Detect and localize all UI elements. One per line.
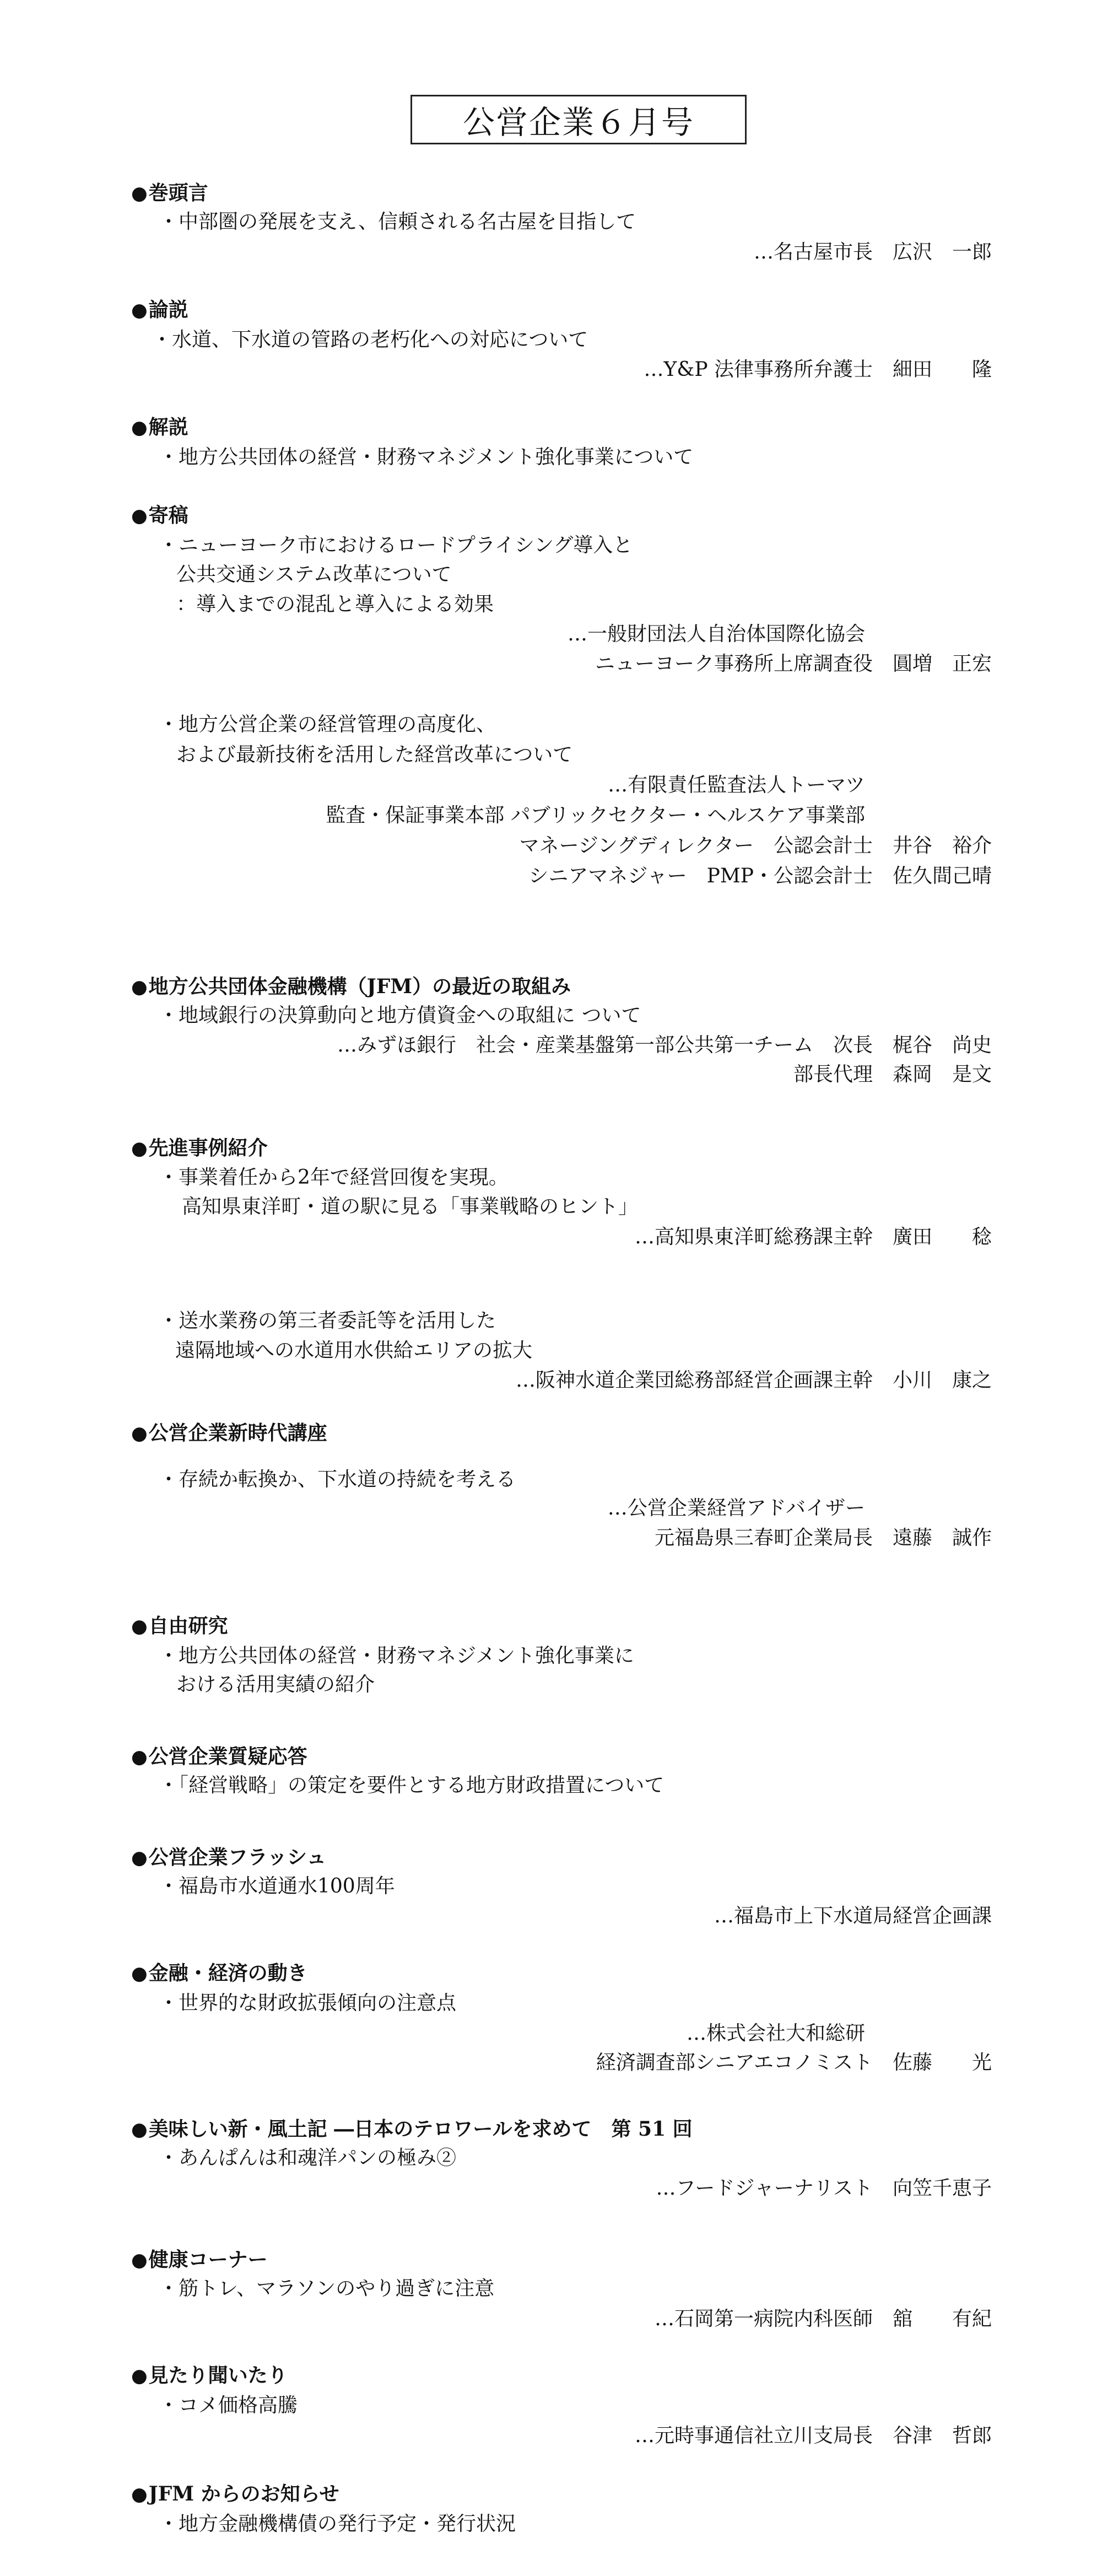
article-author-org: …有限責任監査法人トーマツ — [608, 774, 865, 796]
article-author: シニアマネジャー PMP・公認会計士 佐久間己晴 — [528, 865, 992, 887]
heading-text: 健康コーナー — [148, 2248, 268, 2271]
section-heading-jfm-notice — [131, 2480, 339, 2508]
heading-text: 美味しい新・風土記 ―日本のテロワールを求めて 第 51 回 — [148, 2117, 693, 2141]
article-title: ・世界的な財政拡張傾向の注意点 — [159, 1992, 457, 2014]
section-heading-economy — [131, 1959, 307, 1987]
article-author: 経済調査部シニアエコノミスト 佐藤 光 — [596, 2051, 992, 2074]
section-heading-qa — [131, 1743, 307, 1770]
heading-text: 先進事例紹介 — [148, 1136, 268, 1160]
article-author: …みずほ銀行 社会・産業基盤第一部公共第一チーム 次長 梶谷 尚史 — [337, 1034, 992, 1057]
bullet-icon: ● — [131, 299, 148, 321]
article-title: ・地方公営企業の経営管理の高度化、 — [159, 713, 496, 736]
bullet-icon: ● — [131, 1847, 148, 1869]
article-author-org: …株式会社大和総研 — [686, 2022, 865, 2045]
article-title: ・地方公共団体の経営・財務マネジメント強化事業について — [159, 446, 694, 468]
article-title-cont: 公共交通システム改革について — [176, 563, 452, 586]
article-title: ・事業着任から2年で経営回復を実現。 — [159, 1166, 509, 1189]
article-author: …高知県東洋町総務課主幹 廣田 稔 — [634, 1226, 992, 1248]
bullet-icon: ● — [131, 505, 148, 527]
article-author: …名古屋市長 広沢 一郎 — [753, 241, 992, 263]
article-author-dept: 監査・保証事業本部 パブリックセクター・ヘルスケア事業部 — [326, 804, 865, 827]
section-heading-food — [131, 2115, 693, 2143]
bullet-icon: ● — [131, 1615, 148, 1637]
heading-text: 公営企業フラッシュ — [148, 1846, 327, 1869]
bullet-icon: ● — [131, 1746, 148, 1768]
bullet-icon: ● — [131, 2249, 148, 2271]
heading-text: 解説 — [148, 416, 188, 439]
article-title: ・存続か転換か、下水道の持続を考える — [159, 1468, 516, 1491]
bullet-icon: ● — [131, 1422, 148, 1445]
article-author: ニューヨーク事務所上席調査役 圓増 正宏 — [595, 653, 992, 675]
heading-text: 自由研究 — [148, 1614, 228, 1637]
heading-text: 公営企業新時代講座 — [148, 1421, 327, 1445]
section-heading-flash — [131, 1844, 326, 1871]
section-heading-jfm — [131, 973, 571, 1000]
article-title: ・「経営戦略」の策定を要件とする地方財政措置について — [159, 1774, 665, 1797]
section-heading-research — [131, 1612, 228, 1640]
article-title: ・地方公共団体の経営・財務マネジメント強化事業に — [159, 1645, 634, 1667]
article-title: ・ニューヨーク市におけるロードプライシング導入と — [159, 534, 633, 557]
bullet-icon: ● — [131, 182, 148, 204]
heading-text: 見たり聞いたり — [148, 2364, 288, 2387]
article-title: ・筋トレ、マラソンのやり過ぎに注意 — [159, 2277, 495, 2300]
article-subtitle: ：導入までの混乱と導入による効果 — [176, 593, 494, 616]
article-title-cont: および最新技術を活用した経営改革について — [176, 743, 573, 766]
page-title: 公営企業６月号 — [410, 95, 747, 144]
bullet-icon: ● — [131, 2483, 148, 2505]
article-title-cont: 遠隔地域への水道用水供給エリアの拡大 — [175, 1339, 533, 1362]
section-heading-contribution — [131, 502, 188, 529]
section-heading-commentary — [131, 413, 188, 441]
article-title: ・送水業務の第三者委託等を活用した — [159, 1309, 496, 1332]
heading-text: 寄稿 — [148, 504, 188, 527]
article-title: ・地方金融機構債の発行予定・発行状況 — [159, 2513, 516, 2535]
article-author: …福島市上下水道局経営企画課 — [714, 1905, 992, 1927]
article-author: 部長代理 森岡 是文 — [793, 1063, 992, 1086]
section-heading-foreword — [131, 179, 208, 207]
heading-text: 公営企業質疑応答 — [148, 1745, 307, 1768]
article-author: 元福島県三春町企業局長 遠藤 誠作 — [654, 1527, 992, 1549]
heading-text: 金融・経済の動き — [148, 1961, 307, 1985]
article-author: …阪神水道企業団総務部経営企画課主幹 小川 康之 — [515, 1369, 992, 1392]
article-author: …フードジャーナリスト 向笠千恵子 — [656, 2177, 992, 2200]
article-author-org: …一般財団法人自治体国際化協会 — [567, 623, 865, 645]
section-heading-health — [131, 2246, 268, 2273]
article-title: ・あんぱんは和魂洋パンの極み② — [159, 2147, 457, 2169]
article-author: …石岡第一病院内科医師 舘 有紀 — [654, 2308, 992, 2330]
article-title-cont: 高知県東洋町・道の駅に見る「事業戦略のヒント」 — [182, 1195, 639, 1218]
section-heading-lecture — [131, 1419, 327, 1447]
article-author: マネージングディレクター 公認会計士 井谷 裕介 — [519, 834, 992, 857]
article-title: ・地域銀行の決算動向と地方債資金への取組に ついて — [159, 1004, 641, 1027]
article-title: ・中部圏の発展を支え、信頼される名古屋を目指して — [159, 211, 636, 233]
bullet-icon: ● — [131, 1963, 148, 1985]
article-title: ・水道、下水道の管路の老朽化への対応について — [152, 328, 588, 351]
heading-text: 巻頭言 — [148, 181, 208, 204]
section-heading-case-study — [131, 1134, 268, 1162]
bullet-icon: ● — [131, 417, 148, 439]
article-title: ・福島市水道通水100周年 — [159, 1875, 395, 1898]
heading-text: 地方公共団体金融機構（JFM）の最近の取組み — [148, 975, 571, 998]
bullet-icon: ● — [131, 976, 148, 998]
bullet-icon: ● — [131, 2119, 148, 2141]
article-author-org: …公営企業経営アドバイザー — [607, 1497, 865, 1519]
article-author: …元時事通信社立川支局長 谷津 哲郎 — [634, 2424, 992, 2447]
heading-text: 論説 — [148, 298, 188, 321]
bullet-icon: ● — [131, 2365, 148, 2387]
article-title: ・コメ価格高騰 — [159, 2394, 298, 2417]
section-heading-editorial — [131, 296, 188, 324]
heading-text: JFM からのお知らせ — [148, 2482, 339, 2505]
section-heading-observations — [131, 2362, 288, 2389]
bullet-icon: ● — [131, 1138, 148, 1160]
article-title-cont: おける活用実績の紹介 — [176, 1673, 375, 1696]
article-author: …Y&P 法律事務所弁護士 細田 隆 — [644, 358, 992, 381]
